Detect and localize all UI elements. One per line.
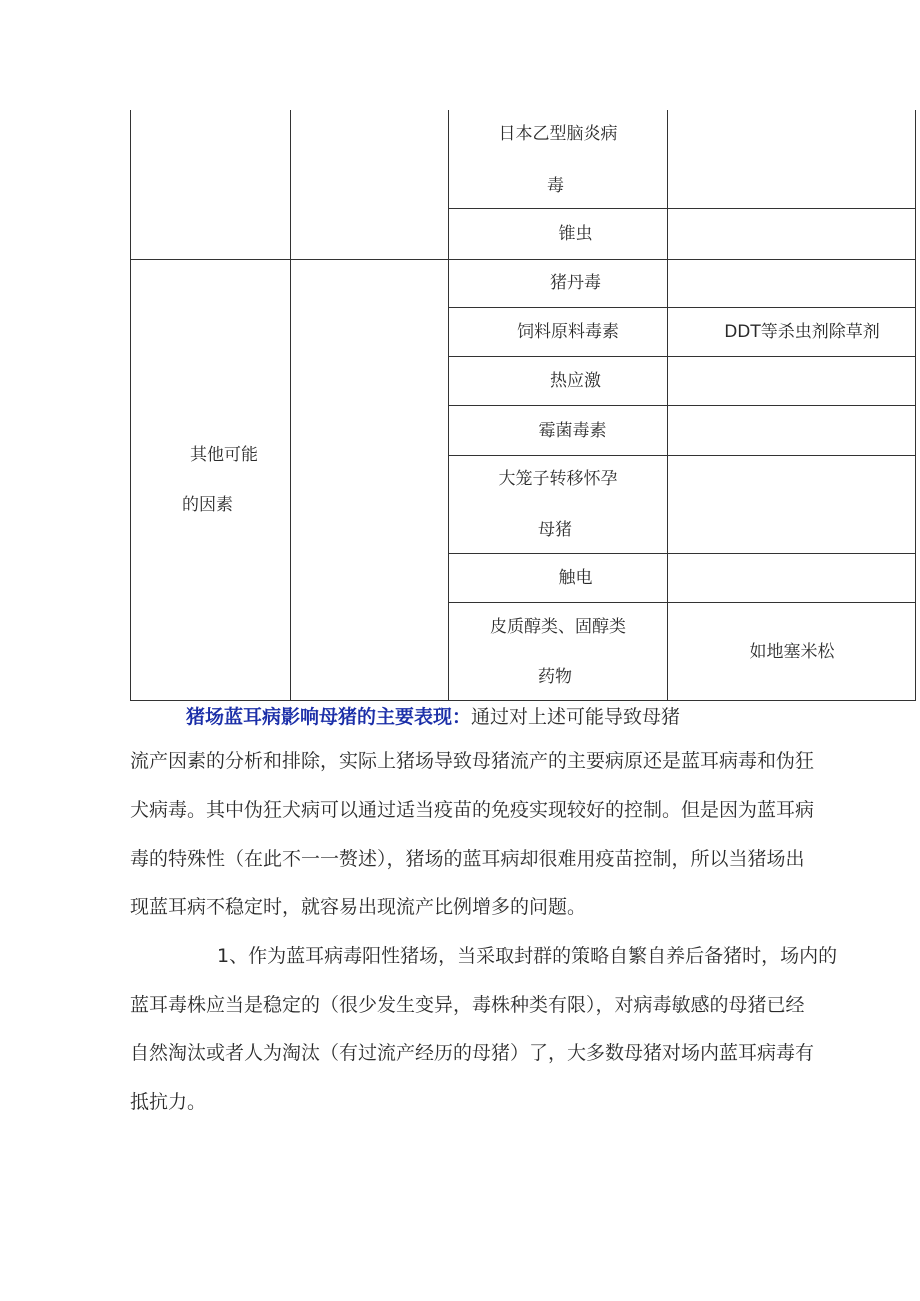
paragraph-line: 抵抗力。: [130, 1091, 207, 1113]
table-row-divider: [448, 455, 916, 456]
table-column-divider: [290, 110, 291, 701]
table-cell: 大笼子转移怀孕: [498, 469, 618, 489]
section-heading: 猪场蓝耳病影响母猪的主要表现：: [186, 706, 472, 728]
paragraph-line: 蓝耳毒株应当是稳定的（很少发生变异，毒株种类有限），对病毒敏感的母猪已经: [130, 994, 805, 1016]
table-cell: 如地塞米松: [749, 642, 835, 662]
paragraph-line: 犬病毒。其中伪狂犬病可以通过适当疫苗的免疫实现较好的控制。但是因为蓝耳病: [130, 799, 815, 821]
table-row-divider: [448, 602, 916, 603]
table-cell: 毒: [547, 176, 564, 196]
paragraph-text: 通过对上述可能导致母猪: [471, 706, 681, 728]
table-cell: 热应激: [550, 371, 601, 391]
table-row-divider: [448, 553, 916, 554]
table-border-left: [130, 110, 131, 701]
paragraph-line: 毒的特殊性（在此不一一赘述），猪场的蓝耳病却很难用疫苗控制，所以当猪场出: [130, 848, 805, 870]
table-cell: 锥虫: [558, 224, 593, 244]
table-row-divider: [130, 259, 916, 260]
table-cell: 触电: [558, 568, 593, 588]
table-cell: 霉菌毒素: [538, 421, 607, 441]
table-row-divider: [448, 208, 916, 209]
paragraph-line: 现蓝耳病不稳定时，就容易出现流产比例增多的问题。: [130, 896, 587, 918]
paragraph-line: 1、作为蓝耳病毒阳性猪场，当采取封群的策略自繁自养后备猪时，场内的: [217, 945, 838, 967]
paragraph-1-first-line: [186, 693, 920, 742]
paragraph-line: 流产因素的分析和排除，实际上猪场导致母猪流产的主要病原还是蓝耳病毒和伪狂: [130, 750, 815, 772]
table-cell: 猪丹毒: [550, 273, 601, 293]
table-group-label: 其他可能: [190, 445, 258, 465]
table-cell: 皮质醇类、固醇类: [490, 617, 626, 637]
table-cell: DDT等杀虫剂除草剂: [724, 322, 880, 342]
table-cell: 饲料原料毒素: [517, 322, 619, 342]
table-row-divider: [448, 405, 916, 406]
table-row-divider: [448, 307, 916, 308]
table-group-label: 的因素: [182, 495, 233, 515]
table-cell: 药物: [538, 667, 572, 687]
table-cell: 日本乙型脑炎病: [498, 124, 618, 144]
table-cell: 母猪: [538, 520, 572, 540]
paragraph-line: 自然淘汰或者人为淘汰（有过流产经历的母猪）了，大多数母猪对场内蓝耳病毒有: [130, 1042, 815, 1064]
table-row-divider: [448, 356, 916, 357]
